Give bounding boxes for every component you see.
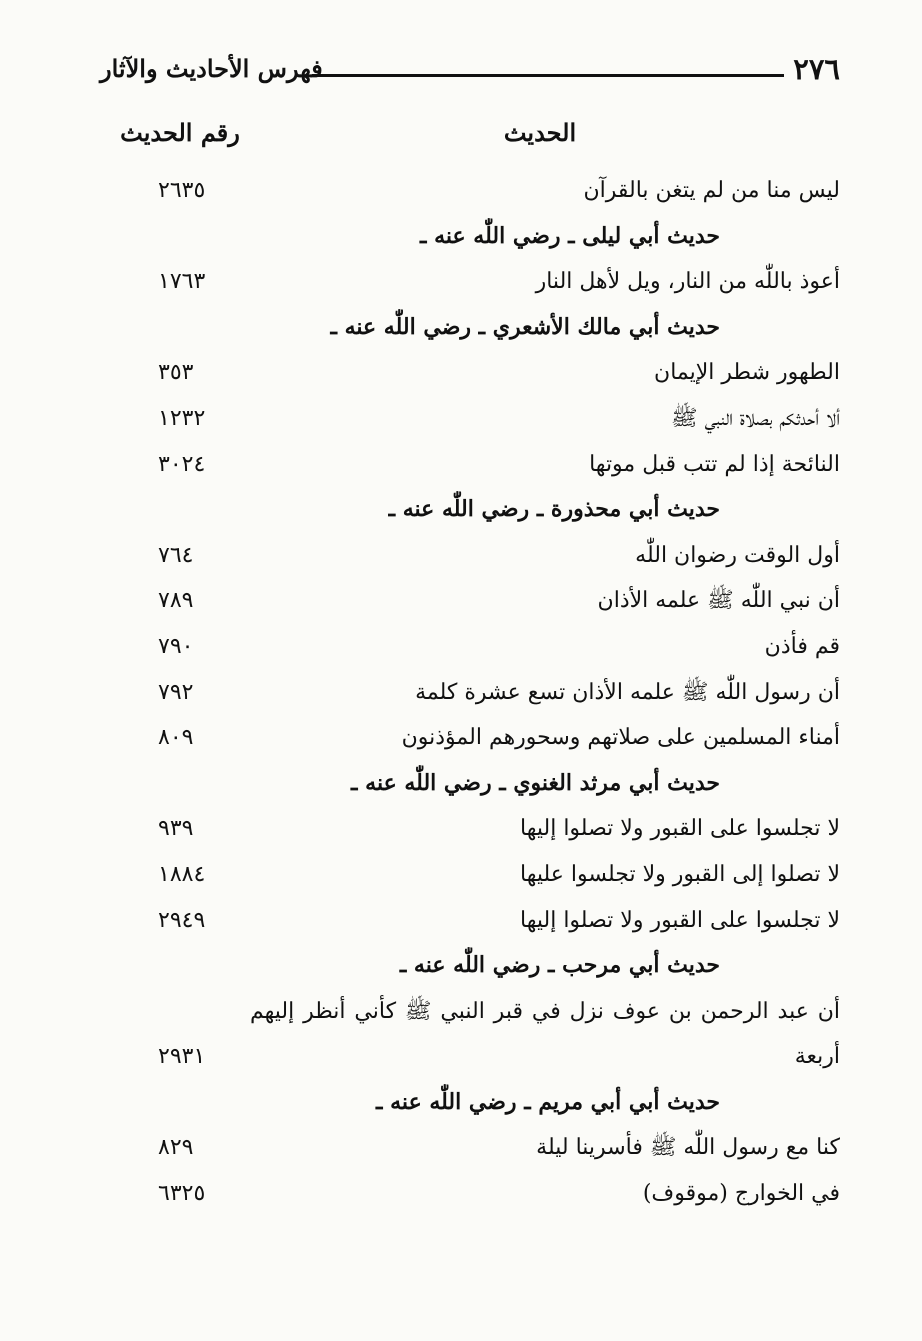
hadith-entry bbox=[100, 898, 840, 944]
hadith-text: ألا أحدثكم بصلاة النبي ﷺ bbox=[671, 405, 840, 431]
hadith-number: ٣٥٣ bbox=[158, 360, 194, 386]
hadith-number: ١٢٣٢ bbox=[158, 405, 206, 431]
hadith-text: أمناء المسلمين على صلاتهم وسحورهم المؤذنون bbox=[401, 725, 840, 751]
page-number: ٢٧٦ bbox=[793, 52, 840, 86]
hadith-text: قم فأذن bbox=[764, 633, 840, 659]
section-heading-text: حديث أبي مرثد الغنوي ـ رضي اللّٰه عنه ـ bbox=[351, 769, 720, 796]
hadith-entry bbox=[100, 259, 840, 305]
hadith-number: ١٨٨٤ bbox=[158, 861, 206, 887]
header-rule bbox=[312, 74, 784, 77]
hadith-text: أعوذ باللّٰه من النار، ويل لأهل النار bbox=[535, 269, 840, 295]
hadith-entry bbox=[100, 806, 840, 852]
running-title: فهرس الأحاديث والآثار bbox=[100, 54, 323, 83]
hadith-text: لا تجلسوا على القبور ولا تصلوا إليها bbox=[520, 816, 840, 842]
section-heading bbox=[100, 1080, 840, 1126]
hadith-text: لا تصلوا إلى القبور ولا تجلسوا عليها bbox=[520, 861, 840, 887]
column-header-number: رقم الحديث bbox=[120, 118, 240, 147]
hadith-number: ٢٩٤٩ bbox=[158, 907, 206, 933]
section-heading bbox=[100, 305, 840, 351]
section-heading-text: حديث أبي مالك الأشعري ـ رضي اللّٰه عنه ـ bbox=[330, 313, 720, 340]
hadith-entry bbox=[100, 578, 840, 624]
hadith-text: كنا مع رسول اللّٰه ﷺ فأسرينا ليلة bbox=[536, 1135, 840, 1161]
hadith-entry bbox=[100, 715, 840, 761]
hadith-text: أن نبي اللّٰه ﷺ علمه الأذان bbox=[597, 588, 840, 614]
section-heading-text: حديث أبي ليلى ـ رضي اللّٰه عنه ـ bbox=[419, 222, 720, 249]
hadith-entry bbox=[100, 989, 840, 1080]
hadith-text: أن عبد الرحمن بن عوف نزل في قبر النبي ﷺ كأني أنظر إليهم أربعة bbox=[250, 998, 840, 1070]
hadith-entry bbox=[100, 350, 840, 396]
hadith-number: ٧٨٩ bbox=[158, 588, 194, 614]
hadith-entry bbox=[100, 624, 840, 670]
hadith-entry bbox=[100, 852, 840, 898]
hadith-entry bbox=[100, 670, 840, 716]
hadith-text: في الخوارج (موقوف) bbox=[642, 1181, 840, 1207]
hadith-text: الطهور شطر الإيمان bbox=[654, 360, 840, 386]
hadith-text: أن رسول اللّٰه ﷺ علمه الأذان تسع عشرة كلمة bbox=[415, 679, 840, 705]
hadith-number: ٩٣٩ bbox=[158, 816, 194, 842]
hadith-index-list bbox=[100, 168, 840, 1217]
hadith-number: ٧٩٠ bbox=[158, 633, 194, 659]
hadith-entry bbox=[100, 396, 840, 442]
hadith-number: ١٧٦٣ bbox=[158, 269, 206, 295]
section-heading-text: حديث أبي محذورة ـ رضي اللّٰه عنه ـ bbox=[388, 496, 720, 523]
hadith-number: ٨٠٩ bbox=[158, 725, 194, 751]
section-heading bbox=[100, 214, 840, 260]
hadith-number: ٢٦٣٥ bbox=[158, 178, 206, 203]
section-heading bbox=[100, 761, 840, 807]
section-heading bbox=[100, 487, 840, 533]
hadith-entry bbox=[100, 1125, 840, 1171]
section-heading-text: حديث أبي أبي مريم ـ رضي اللّٰه عنه ـ bbox=[376, 1088, 720, 1115]
hadith-entry bbox=[100, 168, 840, 214]
hadith-text: النائحة إذا لم تتب قبل موتها bbox=[589, 451, 840, 477]
hadith-number: ٢٩٣١ bbox=[158, 1044, 206, 1070]
hadith-text: لا تجلسوا على القبور ولا تصلوا إليها bbox=[520, 907, 840, 933]
hadith-text: أول الوقت رضوان اللّٰه bbox=[635, 542, 840, 568]
section-heading bbox=[100, 943, 840, 989]
hadith-number: ٧٩٢ bbox=[158, 679, 194, 705]
section-heading-text: حديث أبي مرحب ـ رضي اللّٰه عنه ـ bbox=[399, 952, 720, 979]
hadith-number: ٦٣٢٥ bbox=[158, 1181, 206, 1207]
column-header-hadith: الحديث bbox=[503, 118, 577, 147]
page-header bbox=[100, 48, 840, 98]
hadith-number: ٧٦٤ bbox=[158, 542, 194, 568]
hadith-number: ٨٢٩ bbox=[158, 1135, 194, 1161]
hadith-entry bbox=[100, 1171, 840, 1217]
hadith-text: ليس منا من لم يتغن بالقرآن bbox=[583, 178, 840, 203]
hadith-number: ٣٠٢٤ bbox=[158, 451, 206, 477]
hadith-entry bbox=[100, 442, 840, 488]
hadith-entry bbox=[100, 533, 840, 579]
